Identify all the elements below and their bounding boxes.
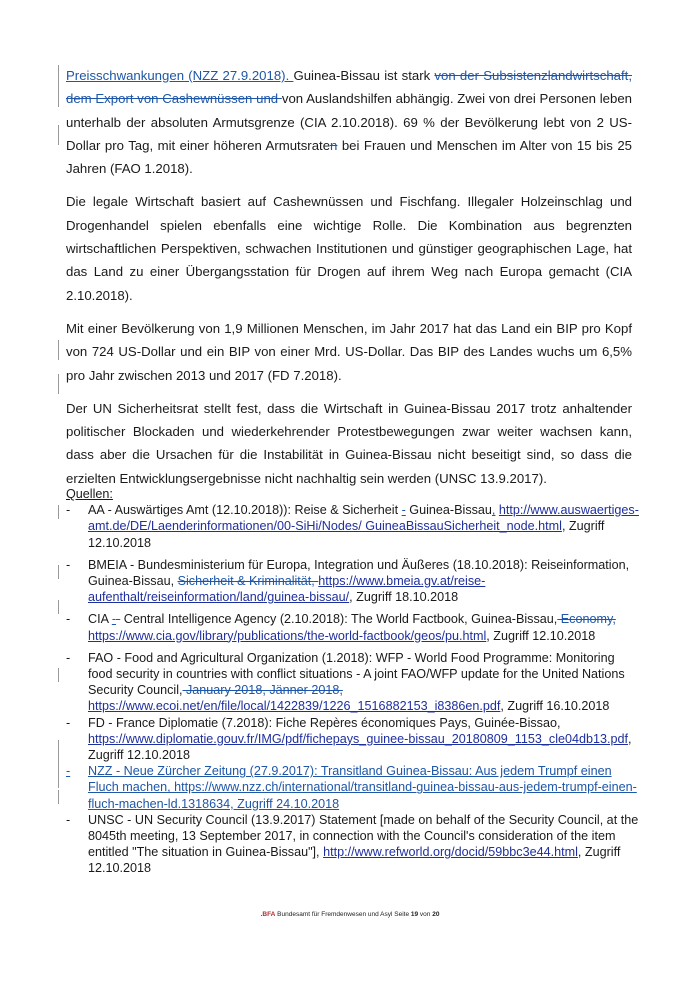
tracked-deletion: Sicherheit & Kriminalität, [177, 574, 319, 589]
text: UNSC - UN Security Council (13.9.2017) Statement [made on behalf of the Security Council, at the 8045th meeting, 13 September 2017, in connection with the Council's consideration of the item entitled "The situation in Guinea-Bissau"], [88, 812, 639, 860]
change-bar [58, 505, 59, 519]
tracked-deletion: Economy, [557, 612, 616, 627]
text: von Auslandshilfen abhängig. Zwei von drei Personen leben unterhalb der absoluten Armutsgrenze (CIA 2.10.2018). 69 % der Bevölkerung lebt von 2 US-Dollar pro Tag, mit einer höheren Armutsrate [66, 91, 632, 153]
source-item-unsc [66, 812, 641, 877]
paragraph-population-gdp: Mit einer Bevölkerung von 1,9 Millionen Menschen, im Jahr 2017 hat das Land ein BIP pro Kopf von 724 US-Dollar und ein BIP von einer Mrd. US-Dollar. Das BIP des Landes wuchs um 6,5% pro Jahr zwischen 2013 und 2017 (FD 7.2018). [66, 320, 632, 383]
tracked-insertion: Preisschwankungen (NZZ 27.9.2018). [66, 68, 294, 83]
change-bar [58, 740, 59, 788]
tracked-deletion: von der Subsistenzlandwirtschaft, dem Export von Cashewnüssen und [66, 68, 632, 107]
sources-list [66, 486, 641, 883]
logo-text: BFA [262, 911, 276, 918]
paragraph-economy [66, 64, 632, 180]
text: Central Intelligence Agency (2.10.2018): The World Factbook, Guinea-Bissau, [120, 612, 558, 627]
access-date: , Zugriff 12.10.2018 [88, 731, 632, 763]
text: Guinea-Bissau ist stark [293, 68, 435, 83]
body-text [66, 64, 632, 500]
text: BMEIA - Bundesministerium für Europa, Integration und Äußeres (18.10.2018): Reiseinformation, Guinea-Bissau, [88, 557, 630, 589]
tracked-insertion: , [491, 503, 496, 518]
tracked-deletion: n [330, 137, 338, 153]
list-dash: - [66, 557, 71, 572]
access-date: , Zugriff 12.10.2018 [486, 628, 596, 643]
logo-dot: . [260, 911, 263, 918]
source-link-fd[interactable]: https://www.diplomatie.gouv.fr/IMG/pdf/fichepays_guinee-bissau_20180809_1153_cle04db13.pdf [88, 731, 629, 746]
change-bar [58, 125, 59, 145]
tracked-deletion: January 2018, Jänner 2018, [182, 683, 343, 698]
change-bar [58, 790, 59, 804]
source-item-aa [66, 502, 641, 551]
sources-heading: Quellen: [66, 487, 113, 501]
source-item-nzz [66, 763, 641, 812]
tracked-insertion: - [401, 503, 406, 518]
access-date: , Zugriff 16.10.2018 [500, 699, 610, 714]
page-footer [0, 911, 700, 918]
paragraph-un-security-council: Der UN Sicherheitsrat stellt fest, dass die Wirtschaft in Guinea-Bissau 2017 trotz anhaltender politischer Blockaden und wiederkehrender Protestbewegungen zwar weiter wachsen kann, dass aber die Ursachen für die Instabilität in Guinea-Bissau nicht beseitigt sind, so dass die erzielten Entwicklungsergebnisse nicht nachhaltig sein werden (UNSC 13.9.2017). [66, 400, 632, 486]
paragraph-legal-economy: Die legale Wirtschaft basiert auf Cashewnüssen und Fischfang. Illegaler Holzeinschlag und Drogenhandel spielen ebenfalls eine wichtige Rolle. Die Kombination aus begrenzten wirtschaftlichen Perspektiven, schwachen Institutionen und günstiger geographischen Lage, hat das Land zu einer Übergangsstation für Drogen auf ihrem Weg nach Europa gemacht (CIA 2.10.2018). [66, 194, 632, 303]
change-bar [58, 565, 59, 579]
bfa-logo [261, 911, 276, 918]
tracked-insertion: - [111, 612, 117, 627]
list-dash: - [66, 503, 71, 518]
list-dash: - [66, 715, 71, 730]
change-bar [58, 65, 59, 107]
list-dash: - [66, 812, 71, 827]
footer-of: von [418, 911, 433, 918]
source-link-cia[interactable]: https://www.cia.gov/library/publications/the-world-factbook/geos/pu.html [88, 628, 487, 643]
access-date: , Zugriff 12.10.2018 [88, 845, 621, 876]
page-total: 20 [432, 911, 440, 918]
tracked-insertion[interactable]: NZZ - Neue Zürcher Zeitung (27.9.2017): Transitland Guinea-Bissau: Aus jedem Trumpf einen Fluch machen, https://www.nzz.ch/international/transitland-guinea-bissau-aus-jedem-trumpf-einen-fluch-machen-ld.1318634, Zugriff 24.10.2018 [88, 764, 637, 811]
change-bar [58, 374, 59, 394]
text: Guinea-Bissau [405, 503, 492, 518]
text: FAO - Food and Agricultural Organization (1.2018): WFP - World Food Programme: Monitoring food security in countries with conflict situations - A joint FAO/WFP update for the United Nations Security Council, [88, 650, 625, 698]
source-link-unsc[interactable]: http://www.refworld.org/docid/59bbc3e44.html [323, 845, 578, 860]
list-dash: - [66, 650, 71, 665]
source-item-fao [66, 650, 641, 715]
access-date: , Zugriff 12.10.2018 [88, 519, 605, 550]
footer-text: Bundesamt für Fremdenwesen und Asyl Seite [275, 911, 411, 918]
source-link-aa[interactable]: http://www.auswaertiges-amt.de/DE/Laenderinformationen/00-SiHi/Nodes/ GuineaBissauSicherheit_node.html [88, 503, 639, 534]
change-bar [58, 668, 59, 682]
tracked-deletion: - [116, 612, 121, 627]
source-item-cia [66, 611, 641, 643]
source-item-fd [66, 715, 641, 764]
list-dash: - [66, 764, 71, 779]
text: FD - France Diplomatie (7.2018): Fiche Repères économiques Pays, Guinée-Bissao, [88, 715, 561, 730]
page-number: 19 [410, 911, 419, 918]
access-date: , Zugriff 18.10.2018 [349, 590, 459, 605]
list-dash: - [66, 612, 71, 627]
text: CIA [88, 612, 112, 627]
source-link-fao[interactable]: https://www.ecoi.net/en/file/local/1422839/1226_1516882153_i8386en.pdf [88, 699, 501, 714]
text: bei Frauen und Menschen im Alter von 15 bis 25 Jahren (FAO 1.2018). [66, 137, 632, 177]
change-bar [58, 340, 59, 360]
source-item-bmeia [66, 557, 641, 606]
change-bar [58, 600, 59, 614]
source-link-bmeia[interactable]: https://www.bmeia.gv.at/reise-aufenthalt/reiseinformation/land/guinea-bissau/ [88, 574, 486, 605]
text: AA - Auswärtiges Amt (12.10.2018)): Reise & Sicherheit [88, 503, 402, 518]
